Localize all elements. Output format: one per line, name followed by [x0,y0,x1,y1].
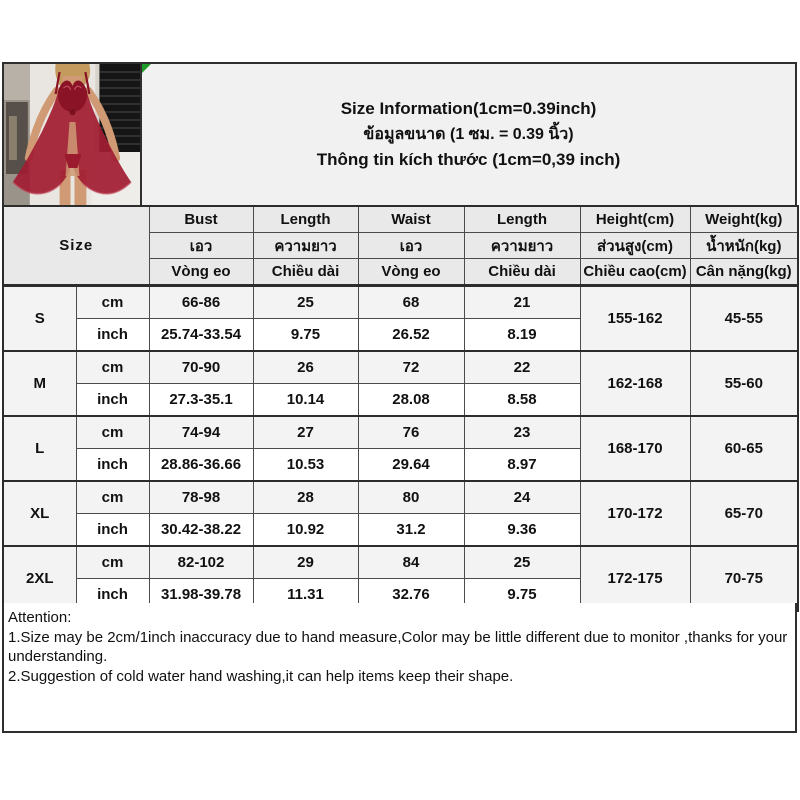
table-cell: 82-102 [149,546,253,579]
col-header-bust-vi: Vòng eo [149,259,253,286]
col-header-height-vi: Chiều cao(cm) [580,259,690,286]
size-label-2xl: 2XL [3,546,76,611]
unit-cell: cm [76,416,149,449]
table-cell: 31.98-39.78 [149,579,253,612]
table-cell: 10.14 [253,384,358,417]
table-cell: 25 [253,286,358,319]
weight-cell-2xl: 70-75 [690,546,798,611]
table-cell: 72 [358,351,464,384]
size-label-l: L [3,416,76,481]
weight-cell-l: 60-65 [690,416,798,481]
table-cell: 66-86 [149,286,253,319]
col-header-waist-th: เอว [358,233,464,259]
table-cell: 26.52 [358,319,464,352]
table-cell: 28 [253,481,358,514]
height-cell-2xl: 172-175 [580,546,690,611]
row-l-cm [3,416,798,449]
col-header-waist: Waist [358,206,464,233]
table-cell: 26 [253,351,358,384]
title-thai: ข้อมูลขนาด (1 ซม. = 0.39 นิ้ว) [363,125,574,143]
table-cell: 8.58 [464,384,580,417]
row-2xl-cm [3,546,798,579]
col-header-length: Length [253,206,358,233]
size-header-cell: Size [3,206,149,286]
col-header-length2: Length [464,206,580,233]
table-cell: 27 [253,416,358,449]
attention-note-1: 1.Size may be 2cm/1inch inaccuracy due to hand measure,Color may be little different due to monitor ,thanks for your understanding. [8,628,788,665]
weight-cell-xl: 65-70 [690,481,798,546]
table-cell: 24 [464,481,580,514]
table-cell: 31.2 [358,514,464,547]
col-header-length2-vi: Chiều dài [464,259,580,286]
title-vietnamese: Thông tin kích thước (1cm=0,39 inch) [316,150,621,170]
attention-heading: Attention: [8,609,72,626]
table-cell: 74-94 [149,416,253,449]
table-cell: 25.74-33.54 [149,319,253,352]
title-cell [142,64,795,205]
table-cell: 23 [464,416,580,449]
product-photo-illustration [4,64,140,205]
attention-note-2: 2.Suggestion of cold water hand washing,it can help items keep their shape. [8,667,514,685]
product-photo [4,64,142,205]
row-xl-cm [3,481,798,514]
unit-cell: inch [76,449,149,482]
table-cell: 68 [358,286,464,319]
unit-cell: inch [76,384,149,417]
unit-cell: inch [76,514,149,547]
title-english: Size Information(1cm=0.39inch) [340,98,597,118]
unit-cell: inch [76,579,149,612]
col-header-weight-th: น้ำหนัก(kg) [690,233,798,259]
row-s-cm [3,286,798,319]
header-row-english [3,206,798,233]
height-cell-s: 155-162 [580,286,690,352]
table-cell: 9.36 [464,514,580,547]
height-cell-xl: 170-172 [580,481,690,546]
table-cell: 21 [464,286,580,319]
table-cell: 22 [464,351,580,384]
col-header-bust-th: เอว [149,233,253,259]
col-header-waist-vi: Vòng eo [358,259,464,286]
table-cell: 76 [358,416,464,449]
weight-cell-s: 45-55 [690,286,798,352]
col-header-height: Height(cm) [580,206,690,233]
unit-cell: inch [76,319,149,352]
col-header-bust: Bust [149,206,253,233]
attention-notes [2,603,797,733]
col-header-weight: Weight(kg) [690,206,798,233]
table-cell: 11.31 [253,579,358,612]
unit-cell: cm [76,481,149,514]
size-label-xl: XL [3,481,76,546]
table-cell: 8.97 [464,449,580,482]
table-cell: 29 [253,546,358,579]
table-cell: 10.53 [253,449,358,482]
table-cell: 78-98 [149,481,253,514]
table-cell: 9.75 [253,319,358,352]
table-cell: 80 [358,481,464,514]
col-header-weight-vi: Cân nặng(kg) [690,259,798,286]
weight-cell-m: 55-60 [690,351,798,416]
size-label-m: M [3,351,76,416]
row-m-cm [3,351,798,384]
table-cell: 25 [464,546,580,579]
table-cell: 84 [358,546,464,579]
table-cell: 27.3-35.1 [149,384,253,417]
height-cell-l: 168-170 [580,416,690,481]
table-cell: 29.64 [358,449,464,482]
table-cell: 28.08 [358,384,464,417]
header-block [2,62,797,205]
size-label-s: S [3,286,76,352]
height-cell-m: 162-168 [580,351,690,416]
col-header-height-th: ส่วนสูง(cm) [580,233,690,259]
unit-cell: cm [76,546,149,579]
unit-cell: cm [76,286,149,319]
table-cell: 28.86-36.66 [149,449,253,482]
green-corner-flag-icon [142,64,151,73]
table-cell: 30.42-38.22 [149,514,253,547]
col-header-length-vi: Chiều dài [253,259,358,286]
table-cell: 70-90 [149,351,253,384]
col-header-length2-th: ความยาว [464,233,580,259]
table-cell: 8.19 [464,319,580,352]
unit-cell: cm [76,351,149,384]
table-cell: 9.75 [464,579,580,612]
col-header-length-th: ความยาว [253,233,358,259]
table-cell: 32.76 [358,579,464,612]
table-cell: 10.92 [253,514,358,547]
size-table [2,205,799,612]
